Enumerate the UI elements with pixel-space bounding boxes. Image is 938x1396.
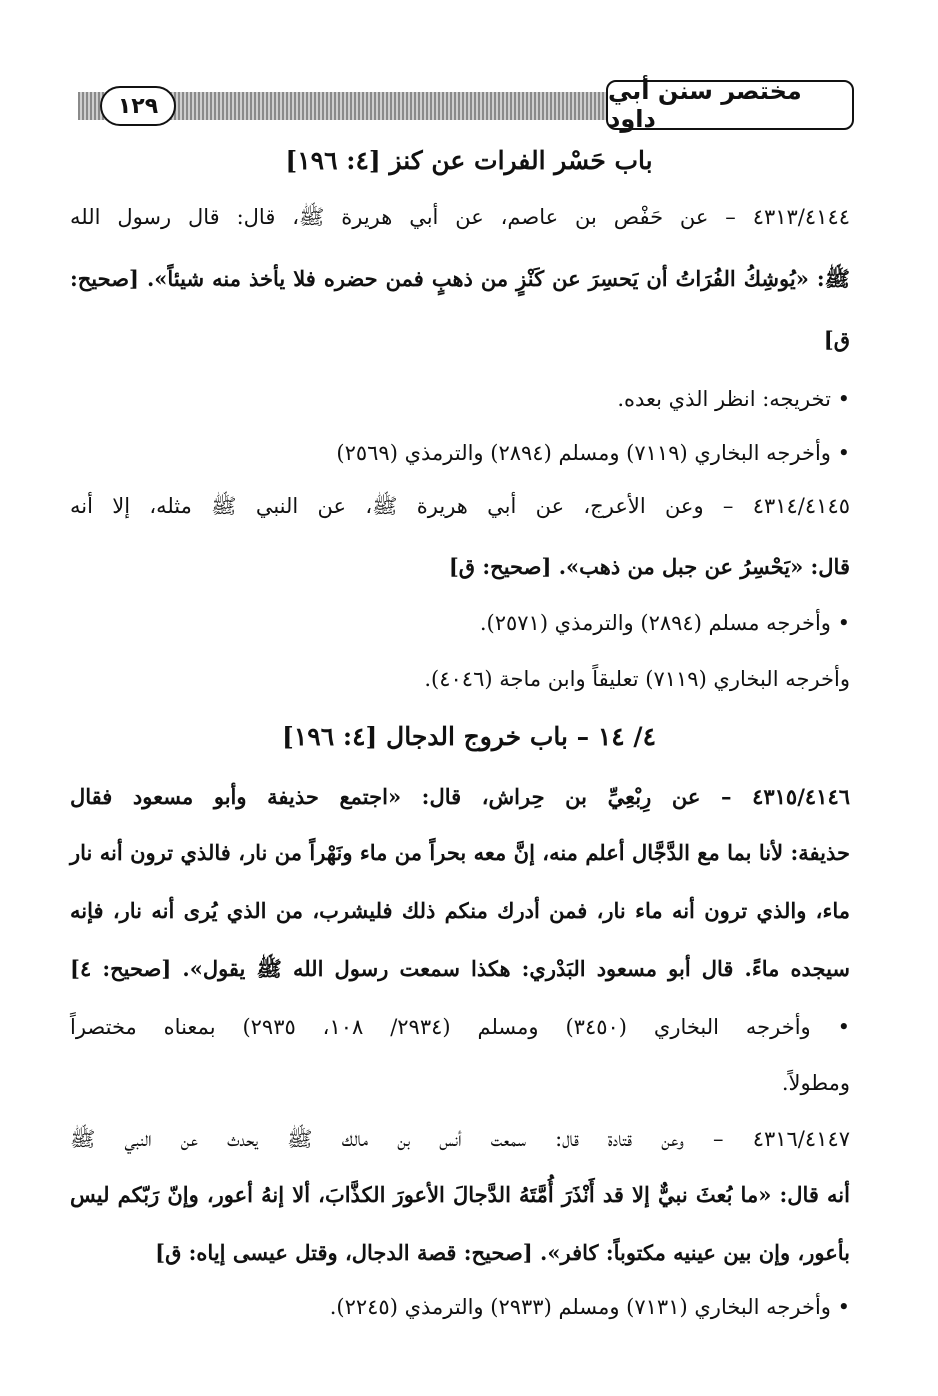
book-title: مختصر سنن أبي داود (606, 80, 854, 130)
hadith-4316-line-3: بأعور، وإن بين عينيه مكتوباً: كافر». [صحيح: قصة الدجال، وقتل عيسى إياه: ق] (155, 1240, 850, 1265)
hadith-4313-line-1: ٤٣١٣/٤١٤٤ – عن حَفْص بن عاصم، عن أبي هريرة ﷺ، قال: قال رسول الله (70, 205, 850, 229)
hadith-4313-line-2: ﷺ: «يُوشِكُ الفُرَاتُ أن يَحسِرَ عن كَنْزٍ من ذهبٍ فمن حضره فلا يأخذ منه شيئاً». [صحيح: (70, 266, 850, 291)
hadith-4315-line-4: سيجده ماءً. قال أبو مسعود البَدْري: هكذا سمعت رسول الله ﷺ يقول». [صحيح: ٤] (70, 956, 850, 981)
takhrij-note: • وأخرجه البخاري (٧١٣١) ومسلم (٢٩٣٣) والترمذي (٢٢٤٥). (329, 1295, 850, 1319)
hadith-4315-line-1: ٤٣١٥/٤١٤٦ – عن رِبْعِيِّ بن حِراش، قال: «اجتمع حذيفة وأبو مسعود فقال (70, 784, 850, 809)
takhrij-note: • تخريجه: انظر الذي بعده. (617, 387, 850, 411)
hadith-4315-line-3: ماء، والذي ترون أنه ماء نار، فمن أدرك منكم ذلك فليشرب، من الذي يُرى أنه نار، فإنه (70, 898, 850, 923)
hadith-4313-line-3: ق] (823, 327, 850, 352)
hadith-4314-line-2: قال: «يَحْسِرُ عن جبل من ذهب». [صحيح: ق] (448, 554, 850, 579)
takhrij-note: • وأخرجه مسلم (٢٨٩٤) والترمذي (٢٥٧١). (479, 611, 850, 635)
takhrij-note: • وأخرجه البخاري (٣٤٥٠) ومسلم (٢٩٣٤/ ١٠٨، ٢٩٣٥) بمعناه مختصراً (70, 1015, 850, 1039)
takhrij-note: • وأخرجه البخاري (٧١١٩) ومسلم (٢٨٩٤) والترمذي (٢٥٦٩) (336, 441, 850, 465)
chapter-heading: باب حَسْر الفرات عن كنز [٤: ١٩٦] (285, 146, 653, 175)
page-number: ١٢٩ (100, 86, 176, 126)
chapter-heading: ٤/ ١٤ – باب خروج الدجال [٤: ١٩٦] (282, 722, 656, 751)
hadith-4316-line-2: أنه قال: «ما بُعثَ نبيٌّ إلا قد أَنْذَرَ أُمَّتَهُ الدَّجالَ الأعورَ الكذَّابَ، ألا إنهُ أعور، وإنّ رَبّكم ليس (70, 1182, 850, 1207)
hadith-4316-line-1: ٤٣١٦/٤١٤٧ – وعن قتادة قال: سمعت أنس بن مالك ﷺ يحدث عن النبي ﷺ (70, 1127, 850, 1151)
takhrij-note: وأخرجه البخاري (٧١١٩) تعليقاً وابن ماجة (٤٠٤٦). (424, 667, 850, 691)
hadith-4315-line-2: حذيفة: لأنا بما مع الدَّجَّال أعلم منه، إنَّ معه بحراً من ماء ونَهْراً من نار، فالذي ترون أنه نار (70, 840, 850, 865)
takhrij-note-continued: ومطولاً. (781, 1071, 850, 1095)
hadith-4314-line-1: ٤٣١٤/٤١٤٥ – وعن الأعرج، عن أبي هريرة ﷺ، عن النبي ﷺ مثله، إلا أنه (70, 494, 850, 518)
